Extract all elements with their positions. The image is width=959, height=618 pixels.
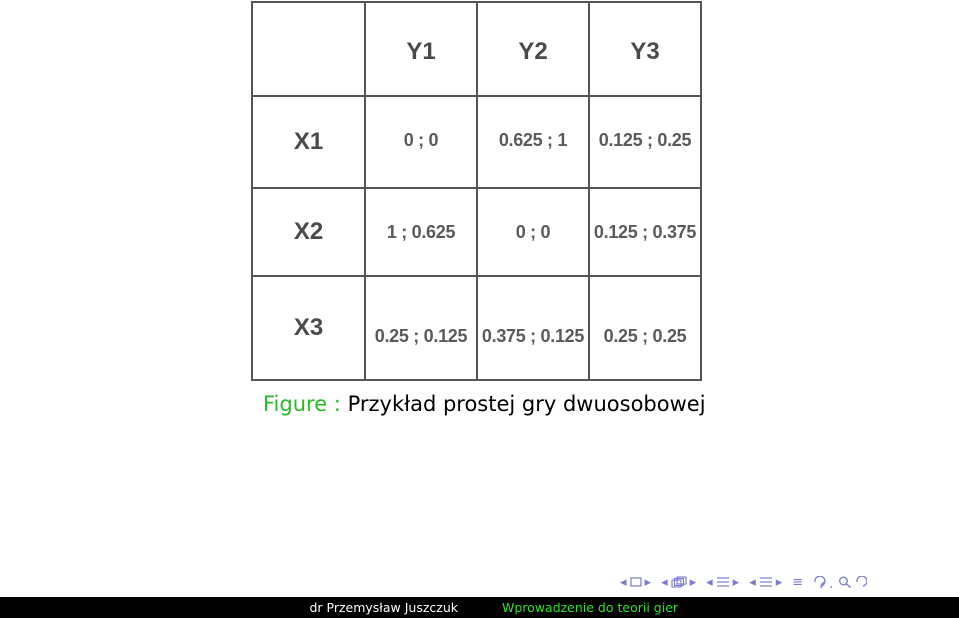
column-header-y2: Y2: [477, 2, 589, 96]
payoff-cell: 0.125 ; 0.25: [589, 96, 701, 188]
footer-author: dr Przemysław Juszczuk: [0, 597, 480, 618]
section-prev-icon[interactable]: ◂: [706, 574, 713, 590]
frame-nav-group: [620, 575, 651, 590]
table-row: [252, 276, 701, 380]
appendix-icon[interactable]: [759, 576, 773, 588]
row-header-x2: X2: [252, 188, 365, 276]
section-nav-group: [706, 575, 739, 590]
figure-caption: [263, 392, 706, 416]
table-row: [252, 96, 701, 188]
row-header-x3: X3: [252, 276, 365, 380]
payoff-matrix: [251, 1, 702, 381]
frame-icon[interactable]: [630, 577, 642, 587]
payoff-cell: 0.25 ; 0.25: [589, 276, 701, 380]
table-corner-cell: [252, 2, 365, 96]
column-header-y1: Y1: [365, 2, 477, 96]
subsection-icon[interactable]: [671, 576, 687, 588]
appendix-next-icon[interactable]: ▸: [775, 574, 783, 590]
footer-bar: [0, 597, 959, 618]
caption-text: Przykład prostej gry dwuosobowej: [347, 392, 706, 416]
frame-prev-icon[interactable]: ◂: [620, 574, 627, 590]
search-icon[interactable]: [838, 576, 852, 588]
caption-prefix: Figure :: [263, 392, 341, 416]
payoff-cell: 0.375 ; 0.125: [477, 276, 589, 380]
footer-title: Wprowadzenie do teorii gier: [480, 597, 959, 618]
subsection-nav-group: [661, 575, 696, 590]
forward-icon[interactable]: [855, 576, 867, 588]
section-icon[interactable]: [716, 576, 730, 588]
payoff-cell: 1 ; 0.625: [365, 188, 477, 276]
appendix-nav-group: [749, 575, 782, 590]
payoff-cell: 0.25 ; 0.125: [365, 276, 477, 380]
back-search-group: [813, 576, 867, 588]
subsection-prev-icon[interactable]: ◂: [661, 574, 668, 590]
section-next-icon[interactable]: ▸: [732, 574, 740, 590]
misc-nav-group: [792, 575, 803, 590]
column-header-y3: Y3: [589, 2, 701, 96]
back-icon[interactable]: [813, 576, 835, 588]
subsection-next-icon[interactable]: ▸: [689, 574, 697, 590]
payoff-cell: 0 ; 0: [477, 188, 589, 276]
payoff-cell: 0.625 ; 1: [477, 96, 589, 188]
payoff-cell: 0.125 ; 0.375: [589, 188, 701, 276]
appendix-prev-icon[interactable]: ◂: [749, 574, 756, 590]
navigation-symbols: [620, 572, 950, 592]
align-icon[interactable]: ≡: [792, 574, 804, 590]
row-header-x1: X1: [252, 96, 365, 188]
payoff-cell: 0 ; 0: [365, 96, 477, 188]
frame-next-icon[interactable]: ▸: [644, 574, 652, 590]
table-row: [252, 188, 701, 276]
